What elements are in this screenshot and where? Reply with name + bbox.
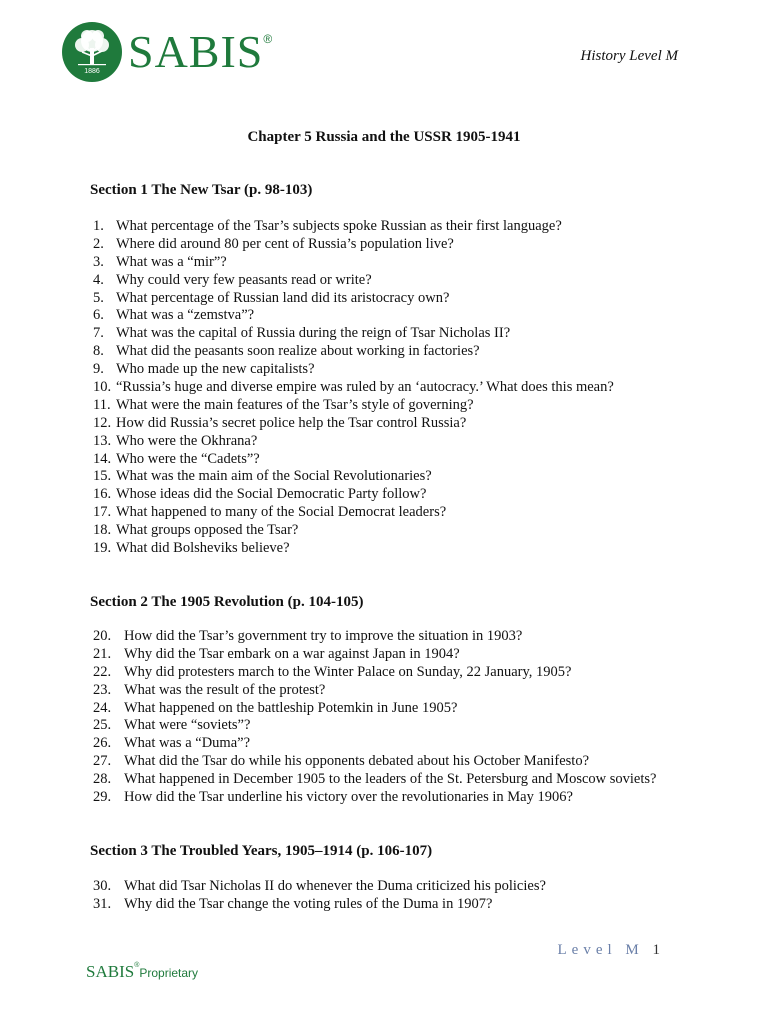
- question-item: [93, 236, 614, 254]
- question-text: How did the Tsar’s government try to improve the situation in 1903?: [124, 628, 523, 644]
- footer-registered-mark: ®: [134, 962, 140, 969]
- question-list: [93, 878, 546, 914]
- question-item: [93, 468, 614, 486]
- question-text: What happened in December 1905 to the leaders of the St. Petersburg and Moscow soviets?: [124, 771, 657, 788]
- question-number: 13.: [93, 432, 112, 449]
- question-number: 6.: [93, 307, 104, 324]
- question-item: [93, 290, 614, 308]
- question-text: What was the main aim of the Social Revolutionaries?: [116, 468, 432, 485]
- logo-word: SABIS: [128, 26, 264, 77]
- question-number: 12.: [93, 414, 112, 431]
- question-number: 8.: [93, 343, 104, 360]
- question-number: 5.: [93, 289, 104, 306]
- question-number: 29.: [93, 789, 112, 806]
- question-text: How did the Tsar underline his victory over the revolutionaries in May 1906?: [124, 789, 573, 806]
- question-text: What did the peasants soon realize about working in factories?: [116, 343, 480, 360]
- question-text: What groups opposed the Tsar?: [116, 522, 299, 539]
- question-text: Who were the Okhrana?: [116, 432, 258, 449]
- question-text: What was the capital of Russia during the reign of Tsar Nicholas II?: [116, 325, 511, 342]
- question-text: Who made up the new capitalists?: [116, 361, 315, 378]
- question-item: [93, 735, 656, 753]
- question-item: [93, 486, 614, 504]
- question-number: 27.: [93, 753, 112, 770]
- question-number: 10.: [93, 379, 112, 396]
- tree-emblem-icon: [62, 22, 122, 82]
- question-number: 17.: [93, 504, 112, 521]
- logo-wordmark: [128, 26, 274, 77]
- footer-level-text: Level M: [557, 942, 644, 958]
- question-item: [93, 878, 546, 896]
- chapter-title: Chapter 5 Russia and the USSR 1905-1941: [247, 129, 521, 145]
- question-number: 22.: [93, 663, 112, 680]
- question-text: What did the Tsar do while his opponents debated about his October Manifesto?: [124, 753, 590, 770]
- question-item: [93, 325, 614, 343]
- question-item: [93, 415, 614, 433]
- question-text: Why did protesters march to the Winter Palace on Sunday, 22 January, 1905?: [124, 663, 572, 680]
- question-list: [93, 218, 614, 558]
- question-number: 2.: [93, 235, 104, 252]
- question-text: Whose ideas did the Social Democratic Party follow?: [116, 486, 427, 503]
- question-item: [93, 753, 656, 771]
- question-text: What did Bolsheviks believe?: [116, 540, 290, 557]
- question-number: 20.: [93, 628, 112, 644]
- question-item: [93, 682, 656, 700]
- section-title: Section 3 The Troubled Years, 1905–1914 (p. 106-107): [90, 843, 433, 859]
- question-text: What was a “mir”?: [116, 253, 227, 270]
- question-item: [93, 504, 614, 522]
- question-text: Why could very few peasants read or write?: [116, 271, 372, 288]
- footer-level: [558, 942, 660, 959]
- question-number: 1.: [93, 218, 104, 234]
- question-number: 26.: [93, 735, 112, 752]
- question-number: 7.: [93, 325, 104, 342]
- question-number: 9.: [93, 361, 104, 378]
- question-text: Why did the Tsar change the voting rules of the Duma in 1907?: [124, 895, 493, 912]
- question-item: [93, 896, 546, 914]
- footer-brand: [86, 962, 198, 982]
- question-text: How did Russia’s secret police help the Tsar control Russia?: [116, 414, 467, 431]
- question-text: What was a “Duma”?: [124, 735, 251, 752]
- question-item: [93, 361, 614, 379]
- question-item: [93, 379, 614, 397]
- question-number: 14.: [93, 450, 112, 467]
- question-item: [93, 664, 656, 682]
- question-number: 24.: [93, 699, 112, 716]
- question-text: Where did around 80 per cent of Russia’s population live?: [116, 235, 454, 252]
- question-number: 28.: [93, 771, 112, 788]
- question-item: [93, 307, 614, 325]
- question-item: [93, 218, 614, 236]
- question-number: 16.: [93, 486, 112, 503]
- question-item: [93, 646, 656, 664]
- question-number: 15.: [93, 468, 112, 485]
- question-number: 3.: [93, 253, 104, 270]
- question-text: Who were the “Cadets”?: [116, 450, 260, 467]
- question-text: What percentage of Russian land did its aristocracy own?: [116, 289, 450, 306]
- footer-proprietary: Proprietary: [139, 966, 199, 980]
- question-text: What were the main features of the Tsar’s style of governing?: [116, 396, 474, 413]
- question-item: [93, 397, 614, 415]
- question-text: Why did the Tsar embark on a war against Japan in 1904?: [124, 645, 460, 662]
- page-number: 1: [652, 942, 660, 958]
- question-text: What did Tsar Nicholas II do whenever the Duma criticized his policies?: [124, 878, 546, 894]
- question-number: 18.: [93, 522, 112, 539]
- question-number: 30.: [93, 878, 112, 894]
- question-item: [93, 522, 614, 540]
- question-list: [93, 628, 656, 807]
- question-number: 23.: [93, 681, 112, 698]
- question-text: “Russia’s huge and diverse empire was ruled by an ‘autocracy.’ What does this mean?: [116, 379, 614, 396]
- logo-year: 1886: [84, 68, 100, 75]
- question-number: 4.: [93, 271, 104, 288]
- question-item: [93, 700, 656, 718]
- question-text: What were “soviets”?: [124, 717, 251, 734]
- question-text: What happened to many of the Social Democrat leaders?: [116, 504, 447, 521]
- question-item: [93, 771, 656, 789]
- question-item: [93, 272, 614, 290]
- question-item: [93, 628, 656, 646]
- question-item: [93, 789, 656, 807]
- course-level: History Level M: [580, 48, 678, 64]
- sabis-logo: [62, 22, 273, 82]
- question-text: What was the result of the protest?: [124, 681, 326, 698]
- footer-brand-word: SABIS: [86, 962, 135, 981]
- question-item: [93, 717, 656, 735]
- question-text: What was a “zemstva”?: [116, 307, 255, 324]
- logo-registered-mark: ®: [263, 32, 274, 46]
- question-item: [93, 433, 614, 451]
- question-item: [93, 343, 614, 361]
- question-text: What percentage of the Tsar’s subjects spoke Russian as their first language?: [116, 218, 562, 234]
- question-item: [93, 540, 614, 558]
- section-title: Section 1 The New Tsar (p. 98-103): [90, 182, 313, 198]
- question-number: 25.: [93, 717, 112, 734]
- question-number: 11.: [93, 396, 111, 413]
- section-title: Section 2 The 1905 Revolution (p. 104-105): [90, 594, 364, 610]
- question-text: What happened on the battleship Potemkin in June 1905?: [124, 699, 458, 716]
- question-item: [93, 451, 614, 469]
- question-item: [93, 254, 614, 272]
- question-number: 21.: [93, 645, 112, 662]
- question-number: 31.: [93, 895, 112, 912]
- question-number: 19.: [93, 540, 112, 557]
